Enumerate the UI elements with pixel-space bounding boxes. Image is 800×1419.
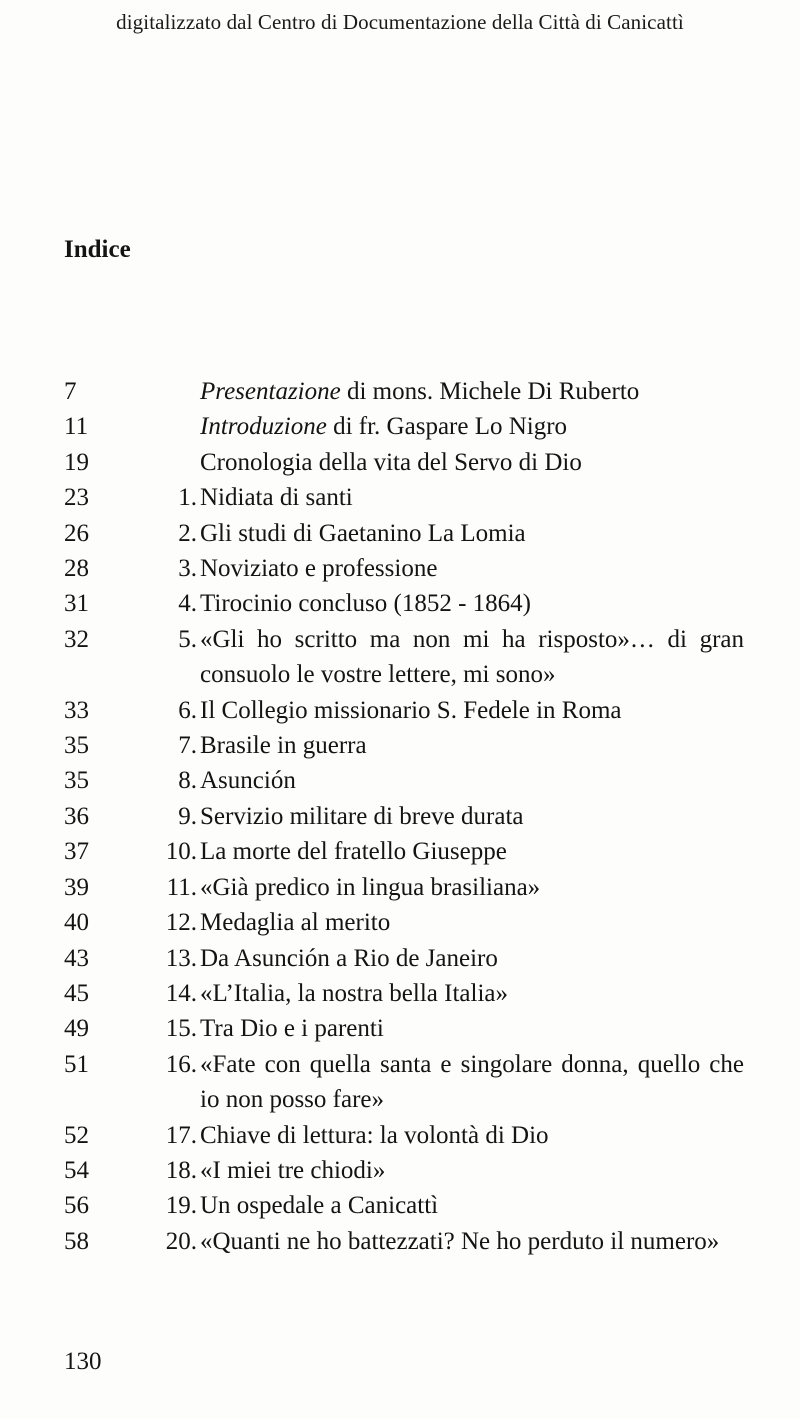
toc-page-number: 7: [64, 378, 77, 405]
toc-chapter-title: [200, 728, 744, 763]
toc-chapter-title: [200, 1188, 744, 1223]
toc-chapter-number: 18.: [165, 1156, 197, 1184]
toc-title-text: Nidiata di santi: [200, 484, 353, 512]
toc-chapter-title: [200, 693, 744, 728]
toc-chapter-number: 10.: [165, 838, 197, 866]
toc-title-text: «L’Italia, la nostra bella Italia»: [200, 979, 508, 1007]
toc-chapter-title: [200, 905, 744, 940]
toc-chapter-title: [200, 409, 744, 444]
toc-entry: [64, 1153, 744, 1188]
toc-chapter-title: [200, 374, 744, 409]
toc-chapter-title: [200, 941, 744, 976]
toc-chapter-number: 4.: [178, 590, 197, 618]
toc-chapter-title: [200, 622, 744, 693]
toc-title-text: Chiave di lettura: la volontà di Dio: [200, 1121, 549, 1149]
toc-chapter-title: [200, 1047, 744, 1118]
toc-entry: [64, 622, 744, 693]
toc-entry: [64, 799, 744, 834]
toc-entry: [64, 905, 744, 940]
toc-title-text: «Gli ho scritto ma non mi ha risposto»… di gran consuolo le vostre lettere, mi sono»: [200, 625, 744, 689]
toc-chapter-title: [200, 1011, 744, 1046]
toc-entry: [64, 1188, 744, 1223]
toc-entry: [64, 870, 744, 905]
toc-page-number: 52: [64, 1121, 89, 1149]
toc-chapter-number: 20.: [165, 1227, 197, 1255]
toc-entry: [64, 445, 744, 480]
toc-entry: [64, 1047, 744, 1118]
page-number: 130: [64, 1348, 102, 1375]
toc-title-text: «Quanti ne ho battezzati? Ne ho perduto il numero»: [200, 1227, 720, 1255]
toc-page-number: 43: [64, 944, 89, 972]
toc-chapter-number: 8.: [178, 767, 197, 795]
toc-chapter-number: 3.: [178, 555, 197, 583]
toc-title-text: «Già predico in lingua brasiliana»: [200, 873, 541, 901]
toc-chapter-title: [200, 586, 744, 621]
toc-chapter-title: [200, 834, 744, 869]
toc-title-italic: Introduzione: [200, 413, 327, 441]
toc-title-text: La morte del fratello Giuseppe: [200, 838, 507, 866]
toc-page-number: 35: [64, 767, 89, 795]
toc-chapter-title: [200, 1224, 744, 1259]
toc-entry: [64, 551, 744, 586]
toc-chapter-title: [200, 551, 744, 586]
toc-title-text: Un ospedale a Canicattì: [200, 1192, 439, 1220]
toc-chapter-number: 16.: [165, 1050, 197, 1078]
toc-title-text: di fr. Gaspare Lo Nigro: [326, 413, 568, 441]
toc-entry: [64, 516, 744, 551]
toc-chapter-title: [200, 763, 744, 798]
toc-entry: [64, 834, 744, 869]
toc-entry: [64, 976, 744, 1011]
toc-chapter-number: 2.: [178, 519, 197, 547]
toc-page-number: 40: [64, 909, 89, 937]
toc-page-number: 49: [64, 1015, 89, 1043]
toc-chapter-title: [200, 445, 744, 480]
toc-page-number: 39: [64, 873, 89, 901]
toc-page-number: 32: [64, 625, 89, 653]
toc-title-italic: Presentazione: [200, 378, 341, 405]
toc-title-text: Medaglia al merito: [200, 909, 391, 937]
toc-entry: [64, 374, 744, 409]
toc-chapter-number: [146, 409, 197, 444]
toc-entry: [64, 693, 744, 728]
toc-page-number: 19: [64, 448, 89, 476]
toc-page-number: 37: [64, 838, 89, 866]
toc-entry: [64, 586, 744, 621]
toc-page-number: 33: [64, 696, 89, 724]
toc-page-number: 58: [64, 1227, 89, 1255]
toc-page-number: 31: [64, 590, 89, 618]
toc-page-number: 23: [64, 484, 89, 512]
toc-chapter-title: [200, 516, 744, 551]
toc-chapter-title: [200, 976, 744, 1011]
toc-page-number: 54: [64, 1156, 89, 1184]
toc-entry: [64, 941, 744, 976]
toc-title-text: Brasile in guerra: [200, 732, 367, 760]
toc-title-text: «Fate con quella santa e singolare donna, quello che io non posso fare»: [200, 1050, 744, 1114]
toc-chapter-title: [200, 870, 744, 905]
toc-chapter-title: [200, 480, 744, 515]
toc-entry: [64, 1118, 744, 1153]
table-of-contents: [64, 374, 744, 1259]
toc-chapter-number: 13.: [165, 944, 197, 972]
toc-chapter-number: 9.: [178, 802, 197, 830]
toc-title-text: «I miei tre chiodi»: [200, 1156, 386, 1184]
toc-chapter-number: 5.: [178, 625, 197, 653]
toc-title-text: Tirocinio concluso (1852 - 1864): [200, 590, 531, 618]
toc-title-text: Tra Dio e i parenti: [200, 1015, 384, 1043]
toc-page-number: 51: [64, 1050, 89, 1078]
toc-title-text: di mons. Michele Di Ruberto: [340, 378, 640, 405]
toc-title-text: Asunción: [200, 767, 296, 795]
toc-chapter-number: [146, 374, 197, 409]
toc-chapter-number: 14.: [165, 979, 197, 1007]
toc-entry: [64, 763, 744, 798]
toc-page-number: 36: [64, 802, 89, 830]
toc-entry: [64, 1011, 744, 1046]
toc-chapter-number: 15.: [165, 1015, 197, 1043]
toc-title-text: Noviziato e professione: [200, 555, 438, 583]
toc-page-number: 26: [64, 519, 89, 547]
toc-chapter-number: 12.: [165, 909, 197, 937]
toc-page-number: 45: [64, 979, 89, 1007]
toc-title-text: Il Collegio missionario S. Fedele in Roma: [200, 696, 622, 724]
toc-chapter-title: [200, 1118, 744, 1153]
toc-chapter-number: 1.: [178, 484, 197, 512]
toc-entry: [64, 409, 744, 444]
toc-title-text: Gli studi di Gaetanino La Lomia: [200, 519, 526, 547]
toc-entry: [64, 480, 744, 515]
toc-chapter-number: 7.: [178, 732, 197, 760]
index-heading: Indice: [64, 236, 131, 263]
toc-page-number: 56: [64, 1192, 89, 1220]
toc-chapter-number: 6.: [178, 696, 197, 724]
toc-title-text: Servizio militare di breve durata: [200, 802, 524, 830]
toc-page-number: 28: [64, 555, 89, 583]
toc-entry: [64, 1224, 744, 1259]
toc-chapter-number: 17.: [165, 1121, 197, 1149]
toc-chapter-title: [200, 799, 744, 834]
toc-chapter-number: [146, 445, 197, 480]
toc-chapter-title: [200, 1153, 744, 1188]
toc-title-text: Cronologia della vita del Servo di Dio: [200, 448, 582, 476]
toc-page-number: 35: [64, 732, 89, 760]
toc-title-text: Da Asunción a Rio de Janeiro: [200, 944, 498, 972]
toc-chapter-number: 19.: [165, 1192, 197, 1220]
digitization-credit: digitalizzato dal Centro di Documentazione della Città di Canicattì: [116, 10, 684, 34]
toc-page-number: 11: [64, 413, 89, 441]
toc-entry: [64, 728, 744, 763]
toc-chapter-number: 11.: [166, 873, 197, 901]
